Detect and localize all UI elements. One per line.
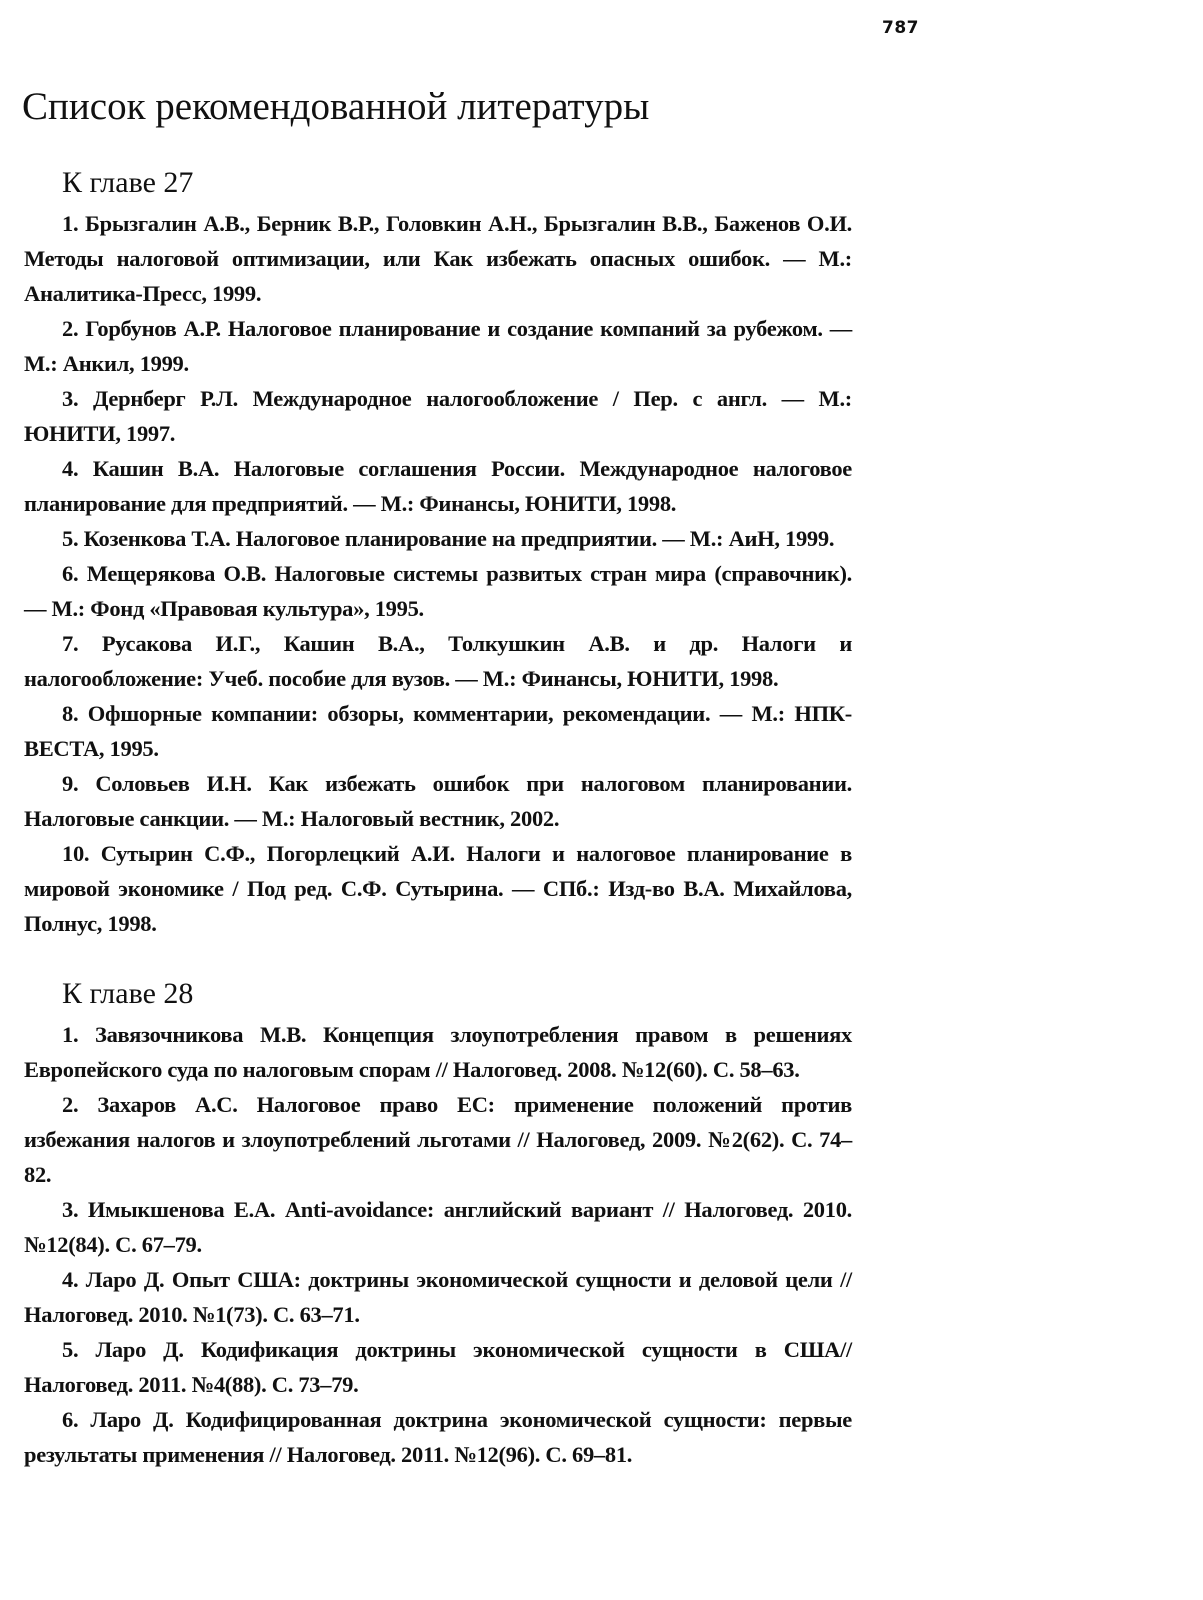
bibliography-entry: 6. Ларо Д. Кодифицированная доктрина экономической сущности: первые результаты применения // Налоговед. 2011. №12(96). С. 69–81. — [24, 1407, 852, 1467]
bibliography-entry: 1. Брызгалин А.В., Берник В.Р., Головкин А.Н., Брызгалин В.В., Баженов О.И. Методы налоговой оптимизации, или Как избежать опасных ошибок. — М.: Аналитика-Пресс, 1999. — [24, 211, 852, 306]
page-number: 787 — [882, 18, 919, 38]
bibliography-entry: 2. Горбунов А.Р. Налоговое планирование и создание компаний за рубежом. — М.: Анкил, 1999. — [24, 316, 852, 376]
bibliography-entry: 4. Ларо Д. Опыт США: доктрины экономической сущности и деловой цели // Налоговед. 2010. №1(73). С. 63–71. — [24, 1267, 852, 1327]
bibliography-entry: 10. Сутырин С.Ф., Погорлецкий А.И. Налоги и налоговое планирование в мировой экономике / Под ред. С.Ф. Сутырина. — СПб.: Изд-во В.А. Михайлова, Полнус, 1998. — [24, 841, 852, 936]
bibliography-entry: 6. Мещерякова О.В. Налоговые системы развитых стран мира (справочник). — М.: Фонд «Правовая культура», 1995. — [24, 561, 852, 621]
bibliography-entry: 5. Ларо Д. Кодификация доктрины экономической сущности в США//Налоговед. 2011. №4(88). С. 73–79. — [24, 1337, 852, 1397]
page-title: Список рекомендованной литературы — [22, 85, 650, 128]
section-chapter-28 — [24, 975, 852, 1472]
section-heading: К главе 27 — [62, 166, 194, 199]
bibliography — [24, 164, 852, 1472]
section-chapter-27 — [24, 164, 852, 941]
bibliography-entry: 2. Захаров А.С. Налоговое право ЕС: применение положений против избежания налогов и злоупотреблений льготами // Налоговед, 2009. №2(62). С. 74–82. — [24, 1092, 852, 1187]
bibliography-entry: 3. Дернберг Р.Л. Международное налогообложение / Пер. с англ. — М.: ЮНИТИ, 1997. — [24, 386, 852, 446]
bibliography-entry: 9. Соловьев И.Н. Как избежать ошибок при налоговом планировании. Налоговые санкции. — М.: Налоговый вестник, 2002. — [24, 771, 852, 831]
bibliography-entry: 5. Козенкова Т.А. Налоговое планирование на предприятии. — М.: АиН, 1999. — [62, 526, 835, 551]
bibliography-entry: 8. Офшорные компании: обзоры, комментарии, рекомендации. — М.: НПК-ВЕСТА, 1995. — [24, 701, 852, 761]
bibliography-entry: 4. Кашин В.А. Налоговые соглашения России. Международное налоговое планирование для предприятий. — М.: Финансы, ЮНИТИ, 1998. — [24, 456, 852, 516]
section-heading: К главе 28 — [62, 977, 194, 1010]
bibliography-entry: 3. Имыкшенова Е.А. Anti-avoidance: английский вариант // Налоговед. 2010. №12(84). С. 67–79. — [24, 1197, 852, 1257]
bibliography-entry: 7. Русакова И.Г., Кашин В.А., Толкушкин А.В. и др. Налоги и налогообложение: Учеб. пособие для вузов. — М.: Финансы, ЮНИТИ, 1998. — [24, 631, 852, 691]
bibliography-entry: 1. Завязочникова М.В. Концепция злоупотребления правом в решениях Европейского суда по налоговым спорам // Налоговед. 2008. №12(60). С. 58–63. — [24, 1022, 852, 1082]
